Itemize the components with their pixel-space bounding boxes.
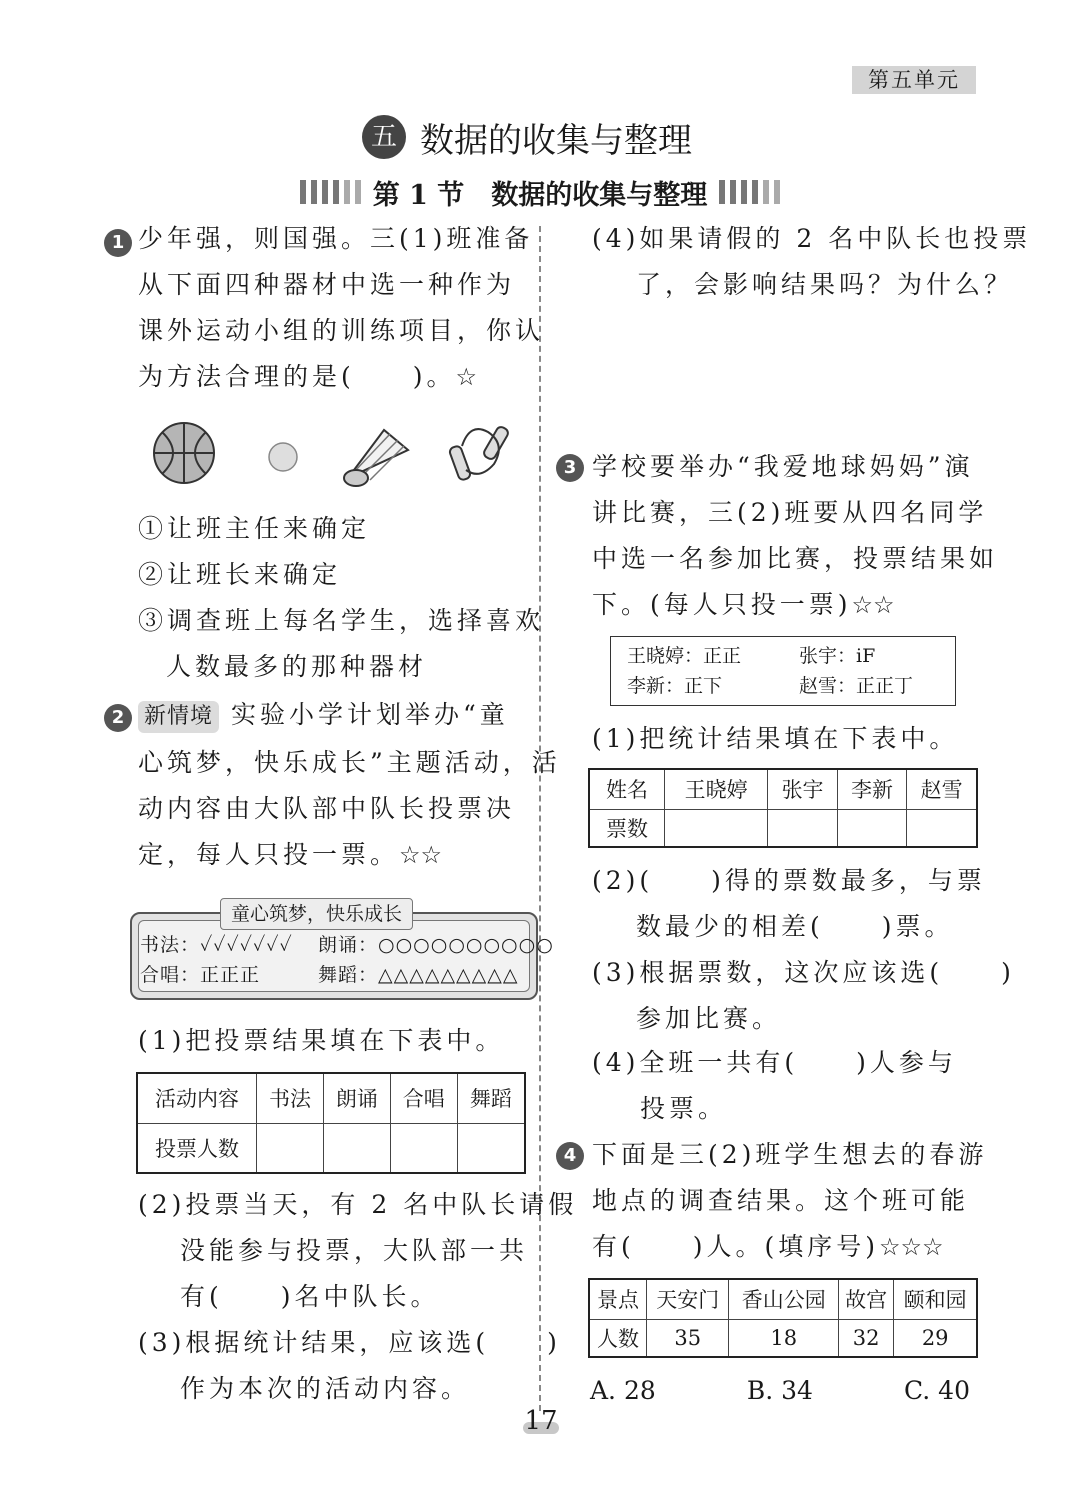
vote-dance: 舞蹈：△△△△△△△△△ [318,964,519,986]
answer-cell[interactable] [257,1123,324,1173]
table-header-cell: 王晓婷 [665,769,768,809]
q2-line-4-text: 定，每人只投一票。 [138,840,400,869]
choice-b[interactable]: B. 34 [746,1376,813,1405]
table-header-cell: 天安门 [647,1279,729,1319]
q2-line-1 [138,692,509,738]
q2-sub1: (1)把投票结果填在下表中。 [138,1026,505,1055]
tally-box [610,636,956,706]
q1-option-3-cont: 人数最多的那种器材 [166,652,428,681]
q4-line-1: 下面是三(2)班学生想去的春游 [592,1140,988,1169]
q2-vote-table [136,1072,526,1174]
table-header-cell: 朗诵 [323,1073,390,1123]
unit-label: 第五单元 [852,66,976,94]
section-heading [240,170,840,214]
basketball-icon [154,423,214,483]
q3-line-2: 讲比赛，三(2)班要从四名同学 [592,498,988,527]
q3-sub3-line-2: 参加比赛。 [636,1004,782,1033]
q2-sub4-line-1: (4)如果请假的 2 名中队长也投票 [592,224,1032,253]
q3-sub2-line-2: 数最少的相差( )票。 [636,912,954,941]
q1-line-2: 从下面四种器材中选一种作为 [138,270,516,299]
q3-line-3: 中选一名参加比赛，投票结果如 [592,544,999,573]
q4-line-2: 地点的调查结果。这个班可能 [592,1186,970,1215]
vote-chorus: 合唱：正正正 [140,964,261,986]
vote-box-title: 童心筑梦，快乐成长 [220,898,413,930]
tally-wang: 王晓婷：正正 [627,645,742,667]
q3-line-4-text: 下。(每人只投一票) [592,590,852,619]
answer-cell[interactable] [837,809,906,847]
table-row-label: 人数 [589,1319,647,1357]
difficulty-star-icon: ☆ [455,363,478,391]
q2-line-3: 动内容由大队部中队长投票决 [138,794,516,823]
table-row-label: 投票人数 [137,1123,257,1173]
jump-rope-icon [449,425,510,481]
vote-calligraphy: 书法：✓✓✓✓✓✓✓ [140,934,293,956]
chapter-title [362,112,692,162]
q3-line-1: 学校要举办“我爱地球妈妈”演 [592,452,974,481]
chapter-number: 五 [362,115,406,159]
answer-cell[interactable] [457,1123,525,1173]
answer-cell[interactable] [665,809,768,847]
answer-cell[interactable] [907,809,977,847]
table-cell: 18 [729,1319,839,1357]
q3-vote-table [588,768,978,848]
q3-line-4 [592,582,895,628]
choice-c[interactable]: C. 40 [904,1376,970,1405]
section-title: 第 1 节 数据的收集与整理 [372,179,708,211]
q2-line-4 [138,832,442,878]
question-number-2: 2 [104,704,132,732]
q1-line-1: 少年强，则国强。三(1)班准备 [138,224,534,253]
column-divider [539,226,541,1411]
q2-sub2-line-1: (2)投票当天，有 2 名中队长请假 [138,1190,578,1219]
table-cell: 32 [838,1319,893,1357]
q2-line-1-text: 实验小学计划举办“童 [230,700,509,729]
vote-recitation: 朗诵：○○○○○○○○○○ [318,934,554,956]
q2-line-2: 心筑梦，快乐成长”主题活动，活 [138,748,561,777]
table-header-cell: 香山公园 [729,1279,839,1319]
table-header-cell: 合唱 [390,1073,457,1123]
q1-line-3: 课外运动小组的训练项目，你认 [138,316,545,345]
difficulty-star-icon: ☆☆ [399,841,443,869]
table-cell: 29 [894,1319,977,1357]
table-header-cell: 书法 [257,1073,324,1123]
table-header-cell: 赵雪 [907,769,977,809]
new-scenario-tag: 新情境 [138,701,219,733]
q4-survey-table [588,1278,978,1358]
q4-choices [590,1368,970,1414]
question-number-4: 4 [556,1142,584,1170]
answer-cell[interactable] [323,1123,390,1173]
table-header-cell: 景点 [589,1279,647,1319]
table-header-cell: 活动内容 [137,1073,257,1123]
ping-pong-ball-icon [269,443,297,471]
equipment-illustrations [150,420,520,490]
q3-sub1: (1)把统计结果填在下表中。 [592,724,959,753]
page-number: 17 [517,1404,565,1438]
q1-line-4-text: 为方法合理的是( )。 [138,362,456,391]
tally-zhao: 赵雪：正正丁 [799,675,914,697]
q1-line-4 [138,354,477,400]
table-header-cell: 故宫 [838,1279,893,1319]
q3-sub4-line-2: 投票。 [640,1094,728,1123]
table-row-label: 票数 [589,809,665,847]
choice-a[interactable]: A. 28 [590,1376,656,1405]
question-number-1: 1 [104,229,132,257]
q3-sub4-line-1: (4)全班一共有( )人参与 [592,1048,957,1077]
q2-sub2-line-3: 有( )名中队长。 [180,1282,440,1311]
q3-sub2-line-1: (2)( )得的票数最多，与票 [592,866,986,895]
q2-sub2-line-2: 没能参与投票，大队部一共 [180,1236,529,1265]
q2-sub3-line-2: 作为本次的活动内容。 [180,1374,471,1403]
table-header-cell: 舞蹈 [457,1073,525,1123]
answer-cell[interactable] [390,1123,457,1173]
tally-zhang: 张宇：iF [799,645,876,667]
shuttlecock-icon [344,430,408,486]
q1-option-2: ②让班长来确定 [138,560,342,589]
question-number-3: 3 [556,454,584,482]
q1-option-1: ①让班主任来确定 [138,514,371,543]
table-header-cell: 姓名 [589,769,665,809]
decor-bars-right [719,180,780,204]
chapter-title-text: 数据的收集与整理 [420,120,692,161]
table-header-cell: 李新 [837,769,906,809]
q3-sub3-line-1: (3)根据票数，这次应该选( ) [592,958,1015,987]
table-header-cell: 颐和园 [894,1279,977,1319]
decor-bars-left [300,180,361,204]
difficulty-star-icon: ☆☆☆ [879,1233,944,1261]
q2-sub4-line-2: 了，会影响结果吗？为什么？ [636,270,1014,299]
q1-option-3: ③调查班上每名学生，选择喜欢 [138,606,545,635]
table-cell: 35 [647,1319,729,1357]
q4-line-3 [592,1224,944,1270]
tally-li: 李新：正下 [627,675,723,697]
q4-line-3-text: 有( )人。(填序号) [592,1232,880,1261]
q2-sub3-line-1: (3)根据统计结果，应该选( ) [138,1328,561,1357]
table-header-cell: 张宇 [768,769,837,809]
answer-cell[interactable] [768,809,837,847]
difficulty-star-icon: ☆☆ [851,591,895,619]
